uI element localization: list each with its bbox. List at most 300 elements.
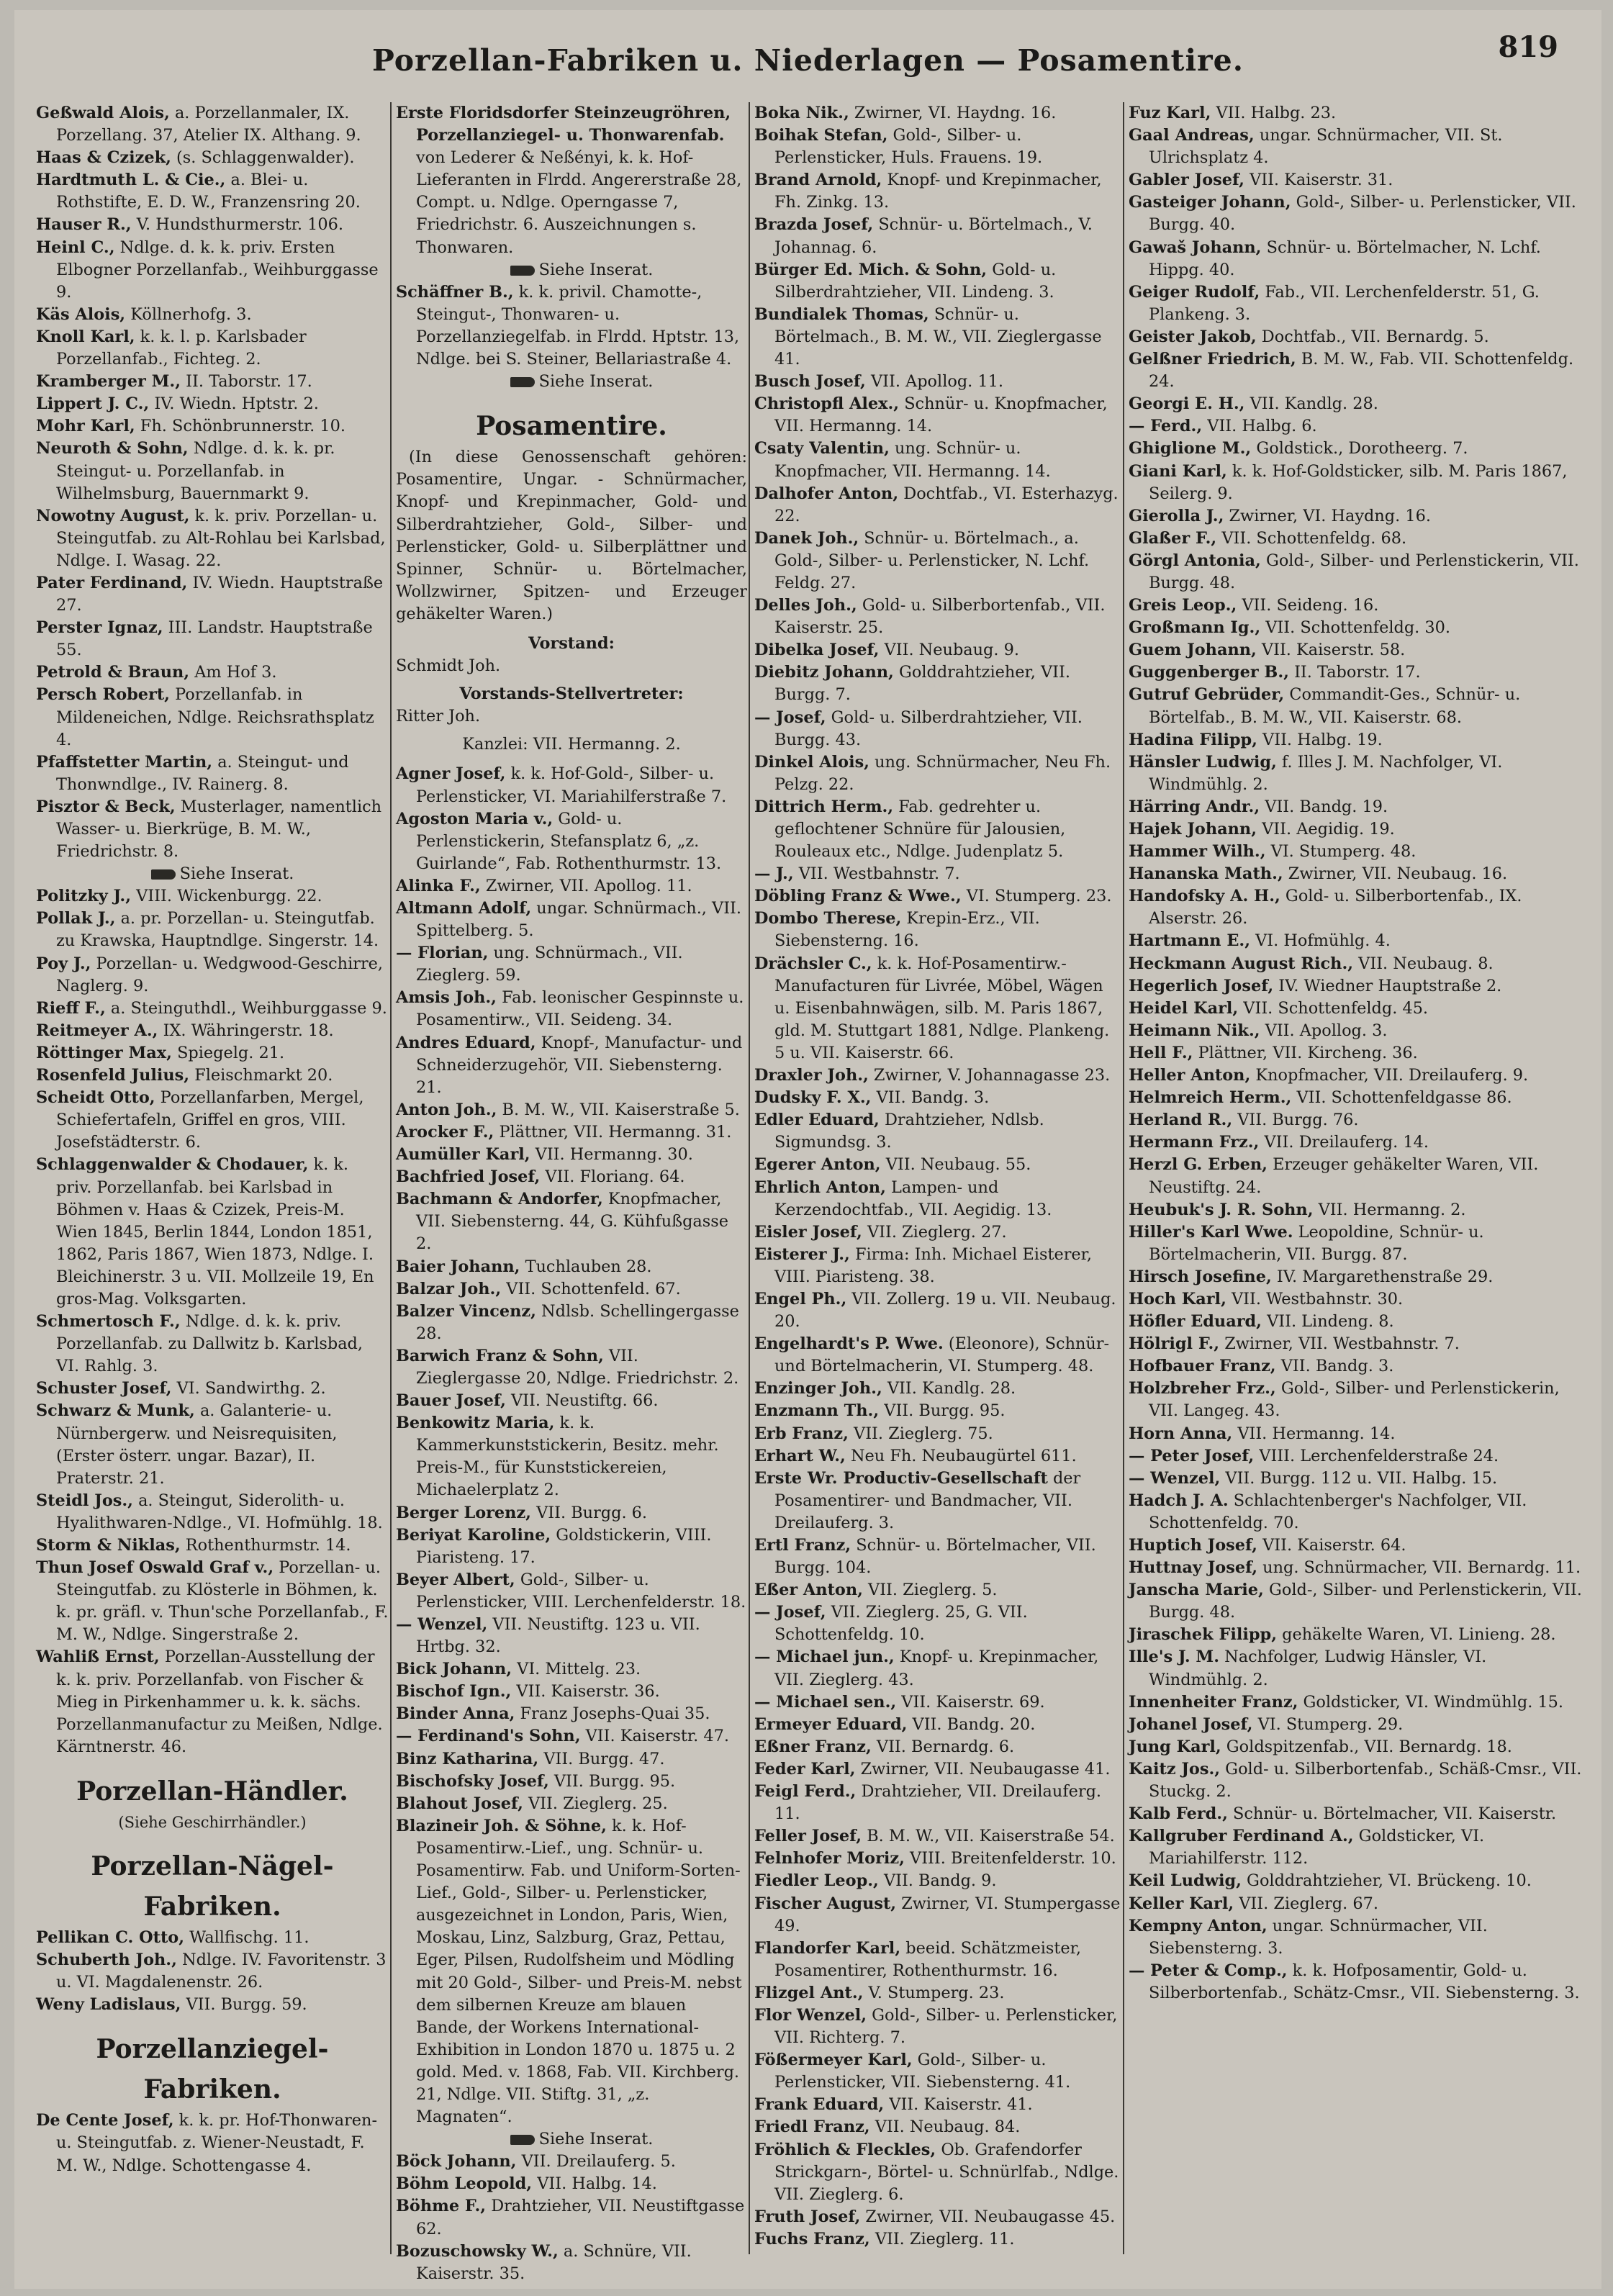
directory-entry xyxy=(36,1400,389,1489)
directory-entry xyxy=(1129,1042,1586,1065)
directory-entry xyxy=(754,259,1121,304)
entry-name: Heidel Karl, xyxy=(1129,998,1239,1018)
entry-name: — Peter Josef, xyxy=(1129,1446,1255,1465)
entry-details: VII. Neustiftg. 123 u. VII. Hrtbg. 32. xyxy=(416,1615,700,1657)
entry-name: Berger Lorenz, xyxy=(396,1503,531,1522)
column-rule xyxy=(390,102,392,2254)
entry-details: Ndlsb. Schellingergasse 28. xyxy=(416,1301,739,1343)
directory-entry xyxy=(1129,438,1586,460)
directory-entry xyxy=(1129,191,1586,236)
directory-entry xyxy=(754,595,1121,639)
entry-details: Knopfmacher, VII. Dreilauferg. 9. xyxy=(1250,1066,1529,1085)
directory-entry xyxy=(754,1087,1121,1109)
entry-name: Höfler Eduard, xyxy=(1129,1312,1262,1332)
directory-entry xyxy=(36,1154,389,1311)
directory-entry xyxy=(1129,930,1586,952)
entry-details: VII. Kandlg. 28. xyxy=(1244,394,1378,414)
entry-name: Ghiglione M., xyxy=(1129,439,1252,458)
entry-details: Golddrahtzieher, VI. Brückeng. 10. xyxy=(1241,1871,1532,1891)
entry-details: VII. Hermanng. 30. xyxy=(530,1145,693,1165)
entry-name: Amsis Joh., xyxy=(396,988,497,1008)
entry-details: Am Hof 3. xyxy=(189,663,277,682)
entry-name: Feller Josef, xyxy=(754,1827,862,1846)
directory-entry xyxy=(36,751,389,796)
directory-entry xyxy=(36,1949,389,1994)
entry-details: VIII. Breitenfelderstr. 10. xyxy=(904,1849,1116,1868)
directory-entry xyxy=(754,1601,1121,1646)
entry-details: Gold-, Silber- und Perlenstickerin, VII. Langeg. 43. xyxy=(1149,1379,1560,1421)
directory-entry xyxy=(36,102,389,147)
entry-name: Jung Karl, xyxy=(1129,1737,1221,1756)
entry-name: Käs Alois, xyxy=(36,304,126,324)
entry-name: Bischofsky Josef, xyxy=(396,1771,549,1791)
entry-name: Böhm Leopold, xyxy=(396,2174,533,2194)
entry-name: Barwich Franz & Sohn, xyxy=(396,1346,604,1365)
entry-name: Lippert J. C., xyxy=(36,394,150,414)
directory-entry xyxy=(1129,863,1586,885)
entry-name: Boihak Stefan, xyxy=(754,126,888,145)
entry-name: — Josef, xyxy=(754,1603,826,1622)
entry-name: Rosenfeld Julius, xyxy=(36,1066,190,1085)
entry-details: Knopfmacher, VII. Siebensterng. 44, G. Kühfußgasse 2. xyxy=(416,1190,728,1254)
entry-details: Zwirner, VI. Haydng. 16. xyxy=(1224,506,1431,525)
section-note-haendler: (Siehe Geschirrhändler.) xyxy=(118,1813,307,1831)
entry-name: — Ferd., xyxy=(1129,417,1203,436)
entry-name: Aumüller Karl, xyxy=(396,1145,530,1165)
directory-entry xyxy=(36,169,389,214)
directory-entry xyxy=(1129,1714,1586,1736)
entry-name: Georgi E. H., xyxy=(1129,394,1245,414)
directory-entry xyxy=(1129,1333,1586,1355)
naegel-list xyxy=(36,1927,389,2016)
entry-details: Schnür- u. Börtelmacher, VII. Kaiserstr. xyxy=(1227,1804,1557,1824)
directory-entry xyxy=(1129,1065,1586,1087)
entry-details: VII. Schottenfeldg. 45. xyxy=(1238,998,1429,1018)
entry-details: II. Taborstr. 17. xyxy=(181,372,312,392)
entry-name: Weny Ladislaus, xyxy=(36,1995,181,2015)
entry-details: IX. Währingerstr. 18. xyxy=(158,1021,334,1040)
entry-details: VIII. Wickenburgg. 22. xyxy=(131,887,322,906)
directory-entry xyxy=(1129,1803,1586,1825)
entry-name: Bauer Josef, xyxy=(396,1391,506,1411)
entry-details: VII. Halbg. 6. xyxy=(1202,417,1317,436)
pointing-hand-icon xyxy=(510,266,535,276)
directory-entry xyxy=(1129,1087,1586,1109)
entry-details: a. pr. Porzellan- u. Steingutfab. zu Krawska, Hauptndlge. Singerstr. 14. xyxy=(56,909,379,951)
posamentire-list-c xyxy=(1129,102,1586,2005)
directory-entry xyxy=(1129,1960,1586,2005)
entry-name: Fuz Karl, xyxy=(1129,104,1211,122)
directory-entry xyxy=(1129,1579,1586,1624)
entry-details: VIII. Lerchenfelderstraße 24. xyxy=(1254,1446,1499,1465)
entry-name: Pellikan C. Otto, xyxy=(36,1927,185,1947)
entry-details: VI. Stumperg. 23. xyxy=(961,887,1112,906)
directory-entry xyxy=(1129,595,1586,617)
entry-name: Persch Robert, xyxy=(36,685,170,705)
entry-name: Gelßner Friedrich, xyxy=(1129,350,1296,369)
entry-details: k. k. Hofposamentir, Gold- u. Silberbortenfab., Schätz-Cmsr., VII. Siebensterng. 3. xyxy=(1149,1961,1580,2002)
entry-name: Fuchs Franz, xyxy=(754,2229,870,2248)
directory-entry xyxy=(396,1301,747,1345)
entry-details: a. Blei- u. Rothstifte, E. D. W., Franzensring 20. xyxy=(56,171,361,212)
entry-details: Goldspitzenfab., VII. Bernardg. 18. xyxy=(1221,1737,1512,1756)
entry-name: Hofbauer Franz, xyxy=(1129,1357,1276,1376)
entry-name: Bachmann & Andorfer, xyxy=(396,1190,603,1209)
entry-name: — Josef, xyxy=(754,708,826,727)
entry-name: Blahout Josef, xyxy=(396,1794,523,1813)
entry-name: Bürger Ed. Mich. & Sohn, xyxy=(754,260,988,279)
entry-details: VII. Kaiserstr. 69. xyxy=(896,1692,1045,1712)
entry-name: Feigl Ferd., xyxy=(754,1782,857,1802)
entry-details: VII. Kaiserstr. 36. xyxy=(511,1682,660,1701)
vorstand-name: Schmidt Joh. xyxy=(396,656,501,676)
directory-entry xyxy=(1129,617,1586,639)
entry-name: Dudsky F. X., xyxy=(754,1088,872,1108)
posamentire-list-a xyxy=(396,763,747,2284)
entry-details: VII. Zieglerg. 25. xyxy=(523,1794,668,1813)
directory-entry xyxy=(36,1490,389,1535)
entry-name: Hadch J. A. xyxy=(1129,1491,1229,1510)
entry-details: VII. Bandg. 9. xyxy=(878,1871,997,1891)
entry-name: Benkowitz Maria, xyxy=(396,1414,555,1433)
entry-name: Knoll Karl, xyxy=(36,327,135,346)
entry-name: Steidl Jos., xyxy=(36,1491,133,1510)
entry-details: Goldstickerin, VIII. Piaristeng. 17. xyxy=(416,1525,712,1567)
directory-entry xyxy=(396,1412,747,1501)
directory-entry xyxy=(754,885,1121,908)
directory-entry xyxy=(396,1815,747,2128)
entry-details: VII. Bandg. 3. xyxy=(871,1088,990,1108)
entry-details: VII. Halbg. 14. xyxy=(532,2174,657,2194)
directory-entry xyxy=(1129,237,1586,281)
directory-entry xyxy=(1129,415,1586,438)
entry-details: Schnür- u. Börtelmach., a. Gold-, Silber- u. Perlensticker, N. Lchf. Feldg. 27. xyxy=(774,528,1090,592)
column-rule xyxy=(1123,102,1124,2254)
entry-details: Gold-, Silber- u. Perlensticker, Huls. Frauens. 19. xyxy=(774,126,1043,168)
directory-entry xyxy=(754,863,1121,885)
entry-details: Gold-, Silber- u. Perlensticker, VII. Siebensterng. 41. xyxy=(774,2051,1071,2092)
directory-entry xyxy=(754,1468,1121,1535)
directory-entry xyxy=(36,684,389,751)
entry-name: Schäffner B., xyxy=(396,282,514,302)
directory-entry xyxy=(36,908,389,952)
entry-details: Leopoldine, Schnür- u. Börtelmacherin, VII. Burgg. 87. xyxy=(1149,1222,1484,1264)
directory-entry xyxy=(754,169,1121,214)
directory-entry xyxy=(754,796,1121,863)
entry-details: VII. Apollog. 11. xyxy=(865,372,1004,392)
column-2 xyxy=(396,102,747,2283)
directory-entry xyxy=(754,1177,1121,1221)
directory-entry xyxy=(754,1982,1121,2005)
directory-entry xyxy=(1129,1736,1586,1758)
entry-details: VII. Burgg. 59. xyxy=(181,1995,307,2015)
directory-entry xyxy=(754,1288,1121,1333)
entry-name: Geister Jakob, xyxy=(1129,327,1257,346)
entry-name: Handofsky A. H., xyxy=(1129,887,1280,906)
directory-entry xyxy=(396,1614,747,1658)
directory-entry xyxy=(754,1400,1121,1422)
entry-name: Gaal Andreas, xyxy=(1129,126,1255,145)
directory-entry xyxy=(396,1502,747,1524)
entry-name: Altmann Adolf, xyxy=(396,899,532,918)
entry-details: VII. Schottenfeld. 67. xyxy=(501,1279,681,1298)
entry-name: Flor Wenzel, xyxy=(754,2005,867,2025)
entry-details: VII. Zieglerg. 11. xyxy=(869,2229,1015,2248)
entry-details: ung. Schnürmacher, Neu Fh. Pelzg. 22. xyxy=(774,752,1111,794)
page-header-title: Porzellan-Fabriken u. Niederlagen — Posamentire. xyxy=(371,43,1244,78)
entry-name: Frank Eduard, xyxy=(754,2095,885,2115)
entry-name: Holzbreher Frz., xyxy=(1129,1379,1276,1398)
entry-name: Eßer Anton, xyxy=(754,1581,863,1600)
entry-name: — Florian, xyxy=(396,944,489,963)
entry-name: Brand Arnold, xyxy=(754,171,882,190)
entry-details: f. Illes J. M. Nachfolger, VI. Windmühlg. 2. xyxy=(1149,752,1503,794)
entry-details: a. Steingut- und Thonwndlge., IV. Rainerg. 8. xyxy=(56,752,349,794)
column-4 xyxy=(1129,102,1586,2261)
directory-entry xyxy=(1129,1915,1586,1960)
entry-name: Hegerlich Josef, xyxy=(1129,976,1274,995)
entry-details: Knopf- und Krepinmacher, Fh. Zinkg. 13. xyxy=(774,171,1102,212)
stellvertreter-label: Vorstands-Stellvertreter: xyxy=(459,684,684,704)
entry-details: VII. Bernardg. 6. xyxy=(871,1737,1015,1756)
entry-details: Gold-, Silber- und Perlenstickerin, VII. Burgg. 48. xyxy=(1149,551,1579,592)
entry-details: Köllnerhofg. 3. xyxy=(125,304,252,324)
entry-details: Zwirner, VI. Haydng. 16. xyxy=(849,104,1057,122)
directory-entry xyxy=(1129,169,1586,191)
entry-name: Bozuschowsky W., xyxy=(396,2241,559,2261)
directory-entry xyxy=(754,639,1121,661)
entry-details: Porzellan-Ausstellung der k. k. priv. Porzellanfab. von Fischer & Mieg in Pirkenhammer u. k. k. sächs. Porzellanmanufactur zu Meißen, Ndlge. Kärntnerstr. 46. xyxy=(56,1648,383,1756)
entry-name: Glaßer F., xyxy=(1129,528,1217,548)
entry-details: k. k. Hof-Posamentirw.-Lief., ung. Schnür- u. Posamentirw. Fab. und Uniform-Sorten-Lief., Gold-, Silber- u. Perlensticker, ausgezeichnet in London, Paris, Wien, Moskau, Linz, Salzburg, Graz, Pettau, Eger, Pilsen, Rudolfsheim und Mödling mit 20 Gold-, Silber- und Preis-M. nebst dem silbernen Kreuze am blauen Bande, der Workens International-Exhibition in London 1870 u. 1875 u. 2 gold. Med. v. 1868, Fab. VII. Kirchberg. 21, Ndlge. VII. Stiftg. 31, „z. Magnaten“. xyxy=(416,1816,742,2127)
entry-details: Dochtfab., VII. Bernardg. 5. xyxy=(1256,327,1489,346)
entry-name: Innenheiter Franz, xyxy=(1129,1692,1298,1712)
directory-entry xyxy=(754,1825,1121,1848)
directory-entry xyxy=(396,1703,747,1725)
entry-name: Binder Anna, xyxy=(396,1704,515,1724)
directory-entry xyxy=(754,661,1121,706)
directory-entry xyxy=(754,371,1121,393)
entry-name: Dombo Therese, xyxy=(754,909,902,928)
entry-details: VII. Bandg. 3. xyxy=(1275,1357,1394,1376)
entry-name: Busch Josef, xyxy=(754,372,866,392)
entry-details: VII. Apollog. 3. xyxy=(1260,1021,1388,1040)
entry-name: — Michael jun., xyxy=(754,1648,895,1667)
entry-details: Zwirner, VII. Apollog. 11. xyxy=(480,876,692,895)
directory-entry xyxy=(754,1579,1121,1601)
entry-details: a. Steinguthdl., Weihburggasse 9. xyxy=(105,998,387,1018)
directory-entry xyxy=(396,1278,747,1301)
entry-name: — Peter & Comp., xyxy=(1129,1961,1288,1980)
entry-details: Musterlager, namentlich Wasser- u. Bierkrüge, B. M. W., Friedrichstr. 8. xyxy=(56,797,382,862)
entry-name: Bundialek Thomas, xyxy=(754,304,929,324)
entry-details: VII. Neubaug. 9. xyxy=(879,641,1019,660)
entry-details: Zwirner, V. Johannagasse 23. xyxy=(868,1066,1111,1085)
directory-entry xyxy=(1129,1445,1586,1468)
directory-entry xyxy=(36,147,389,169)
directory-entry xyxy=(36,1994,389,2016)
entry-details: VII. Neubaug. 8. xyxy=(1353,954,1494,973)
entry-details: Franz Josephs-Quai 35. xyxy=(515,1704,710,1724)
entry-name: Heckmann August Rich., xyxy=(1129,954,1354,973)
entry-details: VII. Zieglerg. 67. xyxy=(1234,1894,1378,1913)
directory-entry xyxy=(36,2110,389,2177)
directory-entry xyxy=(36,1311,389,1378)
entry-details: VII. Bandg. 20. xyxy=(907,1714,1036,1734)
entry-name: Hermann Frz., xyxy=(1129,1133,1260,1152)
entry-name: Görgl Antonia, xyxy=(1129,551,1261,570)
entry-details: Zwirner, VII. Westbahnstr. 7. xyxy=(1219,1334,1460,1354)
entry-name: Döbling Franz & Wwe., xyxy=(754,887,962,906)
entry-details: VII. Zieglerg. 25, G. VII. Schottenfeldg. 10. xyxy=(774,1603,1028,1645)
directory-entry xyxy=(396,875,747,898)
directory-entry xyxy=(754,438,1121,482)
entry-details: Porzellan- u. Wedgwood-Geschirre, Naglerg. 9. xyxy=(56,954,384,995)
directory-entry xyxy=(36,505,389,572)
entry-name: Danek Joh., xyxy=(754,528,859,548)
entry-details: Knopf-, Manufactur- und Schneiderzugehör, VII. Siebensterng. 21. xyxy=(416,1033,743,1097)
directory-entry xyxy=(36,237,389,304)
entry-name: Anton Joh., xyxy=(396,1100,497,1119)
entry-details: VII. Burgg. 76. xyxy=(1232,1111,1359,1130)
entry-details: k. k. l. p. Karlsbader Porzellanfab., Fichteg. 2. xyxy=(56,327,307,369)
directory-entry xyxy=(754,1938,1121,1982)
entry-details: Gold- u. Silberdrahtzieher, VII. Lindeng. 3. xyxy=(774,260,1057,302)
entry-details: Schnür- u. Knopfmacher, VII. Hermanng. 14. xyxy=(774,394,1108,436)
entry-details: Schnür- u. Börtelmach., V. Johannag. 6. xyxy=(774,215,1093,257)
directory-entry xyxy=(36,1557,389,1646)
entry-details: VI. Stumperg. 48. xyxy=(1265,842,1417,862)
section-intro: (In diese Genossenschaft gehören: Posamentire, Ungar. - Schnürmacher, Knopf- und Krepinmacher, Gold- und Silberdrahtzieher, Gold-, Silber- und Perlensticker, Gold- u. Silberplättner und Spinner, Schnür- u. Börtelmacher, Wollzwirner, Spitzen- und Erzeuger gehäkelter Waren.) xyxy=(396,448,747,623)
entry-details: VII. Zieglerg. 75. xyxy=(848,1424,993,1443)
directory-entry xyxy=(1129,281,1586,326)
entry-details: VII. Kandlg. 28. xyxy=(882,1379,1016,1398)
entry-name: Eisterer J., xyxy=(754,1244,850,1264)
directory-entry xyxy=(396,2195,747,2240)
pointing-hand-icon xyxy=(510,377,535,387)
directory-entry xyxy=(754,1646,1121,1691)
entry-name: Rieff F., xyxy=(36,998,106,1018)
directory-entry xyxy=(396,808,747,875)
directory-entry xyxy=(396,2151,747,2173)
entry-details: Commandit-Ges., Schnür- u. Börtelfab., B. M. W., VII. Kaiserstr. 68. xyxy=(1149,685,1521,727)
entry-details: Porzellan- u. Steingutfab. zu Klösterle in Böhmen, k. k. pr. gräfl. v. Thun'sche Porzellanfab., F. M. W., Ndlge. Singerstraße 2. xyxy=(56,1558,389,1645)
entry-details: Siehe Inserat. xyxy=(538,260,654,279)
entry-details: B. M. W., VII. Kaiserstraße 5. xyxy=(497,1100,740,1119)
column-rule xyxy=(749,102,750,2254)
entry-name: Perster Ignaz, xyxy=(36,618,163,638)
entry-name: Politzky J., xyxy=(36,887,132,906)
entry-details: Gold- u. Silberbortenfab., VII. Kaiserstr. 25. xyxy=(774,596,1106,638)
entry-details: der Posamentirer- und Bandmacher, VII. Dreilauferg. 3. xyxy=(774,1468,1081,1532)
entry-details: Ndlge. d. k. k. pr. Steingut- u. Porzellanfab. in Wilhelmsburg, Bauernmarkt 9. xyxy=(56,439,335,503)
stellvertreter-name: Ritter Joh. xyxy=(396,707,481,726)
directory-entry xyxy=(36,1042,389,1065)
directory-entry xyxy=(396,1099,747,1121)
entry-name: Hiller's Karl Wwe. xyxy=(1129,1222,1293,1242)
entry-details: Ndlge. d. k. k. priv. Porzellanfab. zu Dallwitz b. Karlsbad, VI. Rahlg. 3. xyxy=(56,1312,363,1376)
entry-details: VII. Neubaug. 55. xyxy=(880,1155,1031,1175)
directory-entry xyxy=(1129,1535,1586,1557)
directory-entry xyxy=(1129,1131,1586,1154)
entry-name: Pollak J., xyxy=(36,909,116,928)
directory-entry xyxy=(396,1166,747,1188)
entry-name: Guggenberger B., xyxy=(1129,663,1289,682)
entry-details: II. Taborstr. 17. xyxy=(1288,663,1421,682)
entry-name: Alinka F., xyxy=(396,876,481,895)
directory-entry xyxy=(1129,1288,1586,1311)
entry-name: Scheidt Otto, xyxy=(36,1088,155,1108)
directory-entry xyxy=(1129,1557,1586,1579)
entry-name: Haas & Czizek, xyxy=(36,148,171,168)
directory-entry xyxy=(754,2005,1121,2049)
column-1 xyxy=(36,102,389,2261)
entry-details: Zwirner, VI. Stumpergasse 49. xyxy=(774,1894,1121,1935)
entry-name: Bachfried Josef, xyxy=(396,1167,541,1187)
directory-entry xyxy=(1129,1490,1586,1535)
directory-entry xyxy=(1129,1020,1586,1042)
entry-name: Hajek Johann, xyxy=(1129,820,1257,839)
entry-details: VII. Zieglerg. 5. xyxy=(862,1581,998,1600)
entry-name: Felnhofer Moriz, xyxy=(754,1849,905,1868)
directory-entry xyxy=(1129,998,1586,1020)
directory-entry xyxy=(754,304,1121,371)
entry-name: Helmreich Herm., xyxy=(1129,1088,1292,1108)
entry-name: Fiedler Leop., xyxy=(754,1871,879,1891)
section-title-posamentire: Posamentire. xyxy=(476,411,667,442)
vorstand-label: Vorstand: xyxy=(528,633,615,653)
directory-entry xyxy=(396,1524,747,1569)
entry-name: Brazda Josef, xyxy=(754,215,874,235)
entry-name: Bick Johann, xyxy=(396,1660,512,1679)
directory-entry xyxy=(396,102,747,259)
entry-name: Schlaggenwalder & Chodauer, xyxy=(36,1155,309,1175)
directory-entry xyxy=(36,393,389,415)
entry-name: Flizgel Ant., xyxy=(754,1983,864,2002)
directory-entry xyxy=(1129,326,1586,348)
directory-entry xyxy=(36,572,389,617)
directory-entry xyxy=(1129,661,1586,684)
directory-entry xyxy=(1129,818,1586,841)
directory-entry xyxy=(754,2116,1121,2138)
entry-details: a. Porzellanmaler, IX. Porzellang. 37, Atelier IX. Althang. 9. xyxy=(56,104,361,145)
entry-name: Storm & Niklas, xyxy=(36,1536,181,1555)
entry-details: III. Landstr. Hauptstraße 55. xyxy=(56,618,373,660)
entry-name: Jiraschek Filipp, xyxy=(1129,1625,1277,1645)
directory-entry xyxy=(396,1725,747,1748)
directory-entry xyxy=(1129,1423,1586,1445)
porzellan-list xyxy=(36,102,389,1758)
entry-name: Hoch Karl, xyxy=(1129,1289,1226,1309)
entry-name: Ermeyer Eduard, xyxy=(754,1714,908,1734)
entry-details: IV. Wiedn. Hptstr. 2. xyxy=(149,394,319,414)
entry-details: von Lederer & Neßényi, k. k. Hof-Lieferanten in Flrdd. Angererstraße 28, Compt. u. Ndlge. Operngasse 7, Friedrichstr. 6. Auszeichnungen s. Thonwaren. xyxy=(416,148,742,257)
entry-details: VII. Schottenfeldg. 30. xyxy=(1260,618,1451,638)
entry-name: Böck Johann, xyxy=(396,2152,517,2171)
directory-entry xyxy=(754,1714,1121,1736)
entry-details: Schnür- u. Börtelmacher, N. Lchf. Hippg. 40. xyxy=(1149,238,1541,279)
entry-name: Arocker F., xyxy=(396,1122,494,1142)
directory-entry xyxy=(754,214,1121,258)
directory-entry xyxy=(1129,550,1586,595)
entry-details: Schlachtenberger's Nachfolger, VII. Schottenfeldg. 70. xyxy=(1149,1491,1527,1532)
entry-details: ungar. Schnürmacher, VII. Siebensterng. 3. xyxy=(1149,1916,1488,1958)
entry-name: Herland R., xyxy=(1129,1111,1233,1130)
entry-details: B. M. W., VII. Kaiserstraße 54. xyxy=(862,1827,1115,1846)
directory-entry xyxy=(754,1781,1121,1825)
entry-name: Gutruf Gebrüder, xyxy=(1129,685,1285,705)
entry-name: Fröhlich & Fleckles, xyxy=(754,2140,936,2159)
